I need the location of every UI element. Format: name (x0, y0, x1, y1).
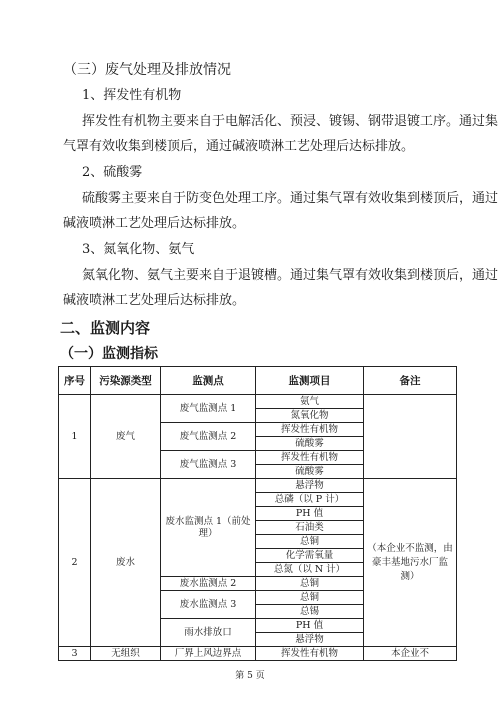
row-no: 2 (59, 479, 91, 647)
monitor-item-cell: 总铜 (256, 591, 364, 605)
monitor-item-cell: 悬浮物 (256, 633, 364, 647)
monitor-item-cell: 悬浮物 (256, 479, 364, 493)
note-cell (364, 395, 457, 479)
source-type-cell: 废水 (91, 479, 161, 647)
source-type-cell: 废气 (91, 395, 161, 479)
monitor-point-cell: 废气监测点 2 (161, 423, 256, 451)
monitor-item-cell: PH 值 (256, 619, 364, 633)
item2-paragraph-line1: 硫酸雾主要来自于防变色处理工序。通过集气罩有效收集到楼顶后，通过 (82, 191, 499, 206)
item2-title: 2、硫酸雾 (82, 165, 143, 180)
monitor-point-cell: 废气监测点 1 (161, 395, 256, 423)
row-no: 1 (59, 395, 91, 479)
item1-paragraph-line1: 挥发性有机物主要来自于电解活化、预浸、镀锡、钢带退镀工序。通过集 (82, 114, 499, 129)
monitor-item-cell: 硫酸雾 (256, 465, 364, 479)
header-monitor-point: 监测点 (161, 367, 256, 395)
monitor-point-cell: 废水监测点 3 (161, 591, 256, 619)
monitoring-table (58, 366, 457, 661)
table-row (59, 647, 457, 661)
item1-title: 1、挥发性有机物 (82, 88, 182, 103)
monitor-item-cell: 石油类 (256, 521, 364, 535)
header-seq: 序号 (59, 367, 91, 395)
table-row (59, 479, 457, 493)
monitor-item-cell: 挥发性有机物 (256, 647, 364, 661)
header-monitor-item: 监测项目 (256, 367, 364, 395)
page-number: 第 5 页 (235, 671, 265, 681)
monitor-point-cell: 废水监测点 1（前处理） (161, 479, 256, 577)
monitor-item-cell: 总氮（以 N 计） (256, 563, 364, 577)
monitor-item-cell: 挥发性有机物 (256, 451, 364, 465)
item1-paragraph-line2: 气罩有效收集到楼顶后，通过碱液喷淋工艺处理后达标排放。 (63, 139, 415, 154)
monitor-item-cell: 化学需氧量 (256, 549, 364, 563)
monitor-item-cell: 氨气 (256, 395, 364, 409)
section-heading-exhaust: （三）废气处理及排放情况 (63, 62, 231, 78)
monitor-point-cell: 雨水排放口 (161, 619, 256, 647)
note-cell: （本企业不监测，由豪丰基地污水厂监测） (364, 479, 457, 647)
monitor-item-cell: 总铜 (256, 535, 364, 549)
monitor-item-cell: 硫酸雾 (256, 437, 364, 451)
sub-heading-indicators: （一）监测指标 (60, 346, 158, 362)
monitor-point-cell: 废水监测点 2 (161, 577, 256, 591)
monitor-item-cell: 挥发性有机物 (256, 423, 364, 437)
source-type-cell: 无组织 (91, 647, 161, 661)
note-cell: 本企业不 (364, 647, 457, 661)
item3-paragraph-line1: 氮氧化物、氨气主要来自于退镀槽。通过集气罩有效收集到楼顶后，通过 (82, 268, 499, 283)
monitor-item-cell: PH 值 (256, 507, 364, 521)
row-no: 3 (59, 647, 91, 661)
monitor-point-cell: 废气监测点 3 (161, 451, 256, 479)
section-heading-monitoring: 二、监测内容 (60, 319, 151, 337)
monitor-point-cell: 厂界上风边界点 (161, 647, 256, 661)
table-row (59, 395, 457, 409)
item3-paragraph-line2: 碱液喷淋工艺处理后达标排放。 (63, 293, 246, 308)
header-note: 备注 (364, 367, 457, 395)
monitor-item-cell: 氮氧化物 (256, 409, 364, 423)
monitor-item-cell: 总锡 (256, 605, 364, 619)
monitor-item-cell: 总铜 (256, 577, 364, 591)
item3-title: 3、氮氧化物、氨气 (82, 242, 195, 257)
monitor-item-cell: 总磷（以 P 计） (256, 493, 364, 507)
header-source-type: 污染源类型 (91, 367, 161, 395)
item2-paragraph-line2: 碱液喷淋工艺处理后达标排放。 (63, 216, 246, 231)
table-header-row (59, 367, 457, 395)
